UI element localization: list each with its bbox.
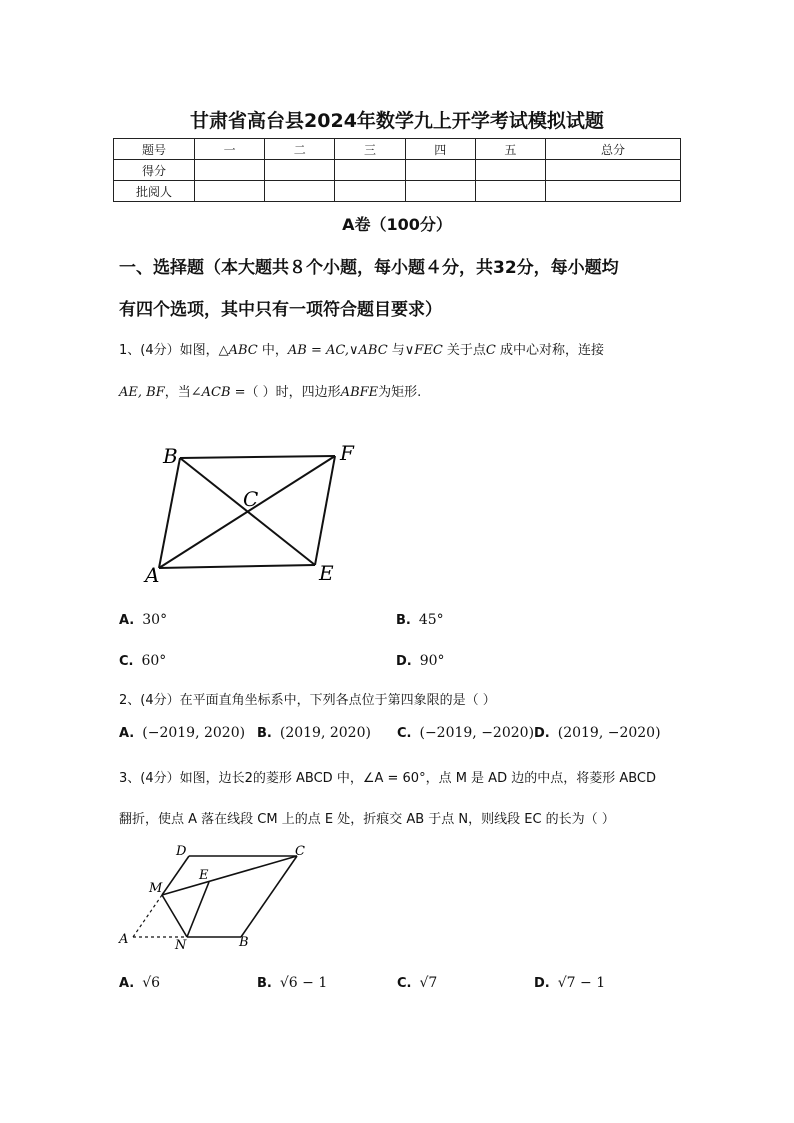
option-letter: C.	[119, 654, 134, 669]
q1-quadrilateral: ABFE	[340, 385, 379, 400]
score-header-cell: 题号	[114, 139, 195, 160]
option-value: (2019, −2020)	[557, 725, 661, 741]
part1-heading-line2: 有四个选项，其中只有一项符合题目要求）	[119, 300, 442, 320]
label-a: A	[145, 563, 160, 587]
q2-option-c[interactable]	[397, 725, 534, 741]
score-table	[113, 138, 681, 202]
option-value: (2019, 2020)	[279, 725, 371, 741]
q1-text: 为矩形.	[378, 385, 422, 400]
q2-text: 2、(4分）在平面直角坐标系中，下列各点位于第四象限的是（ ）	[119, 693, 496, 708]
option-letter: D.	[534, 976, 550, 991]
q1-text: ，当	[164, 385, 191, 400]
label-b: B	[163, 444, 178, 468]
score-table-row	[114, 181, 681, 202]
score-cell	[335, 160, 405, 181]
q1-option-a[interactable]	[119, 612, 167, 628]
q1-prefix: 1、(4分）如图，	[119, 343, 219, 358]
q1-figure	[135, 435, 375, 595]
score-row-label: 得分	[114, 160, 195, 181]
option-value: (−2019, −2020)	[419, 725, 535, 741]
q1-text: 中，	[257, 343, 288, 358]
page-title: 甘肃省高台县2024年数学九上开学考试模拟试题	[190, 110, 604, 132]
option-value: √7 − 1	[557, 975, 606, 991]
segment-mc	[162, 856, 297, 895]
label-c: C	[243, 487, 259, 511]
option-letter: B.	[257, 726, 272, 741]
score-table-header-row	[114, 139, 681, 160]
q3-option-c[interactable]	[397, 975, 437, 991]
part1-heading-line1: 一、选择题（本大题共８个小题，每小题４分，共32分，每小题均	[119, 258, 619, 278]
dashed-segment-ma	[133, 895, 162, 937]
option-value: 45°	[418, 612, 444, 628]
q1-line1	[119, 339, 689, 358]
segment-mn	[162, 895, 187, 937]
option-letter: B.	[257, 976, 272, 991]
option-letter: D.	[534, 726, 550, 741]
label-f: F	[340, 441, 354, 465]
score-header-cell: 总分	[546, 139, 681, 160]
q1-option-b[interactable]	[396, 612, 444, 628]
q1-text: 关于点	[442, 343, 486, 358]
option-value: √6 − 1	[279, 975, 328, 991]
label-b: B	[239, 935, 249, 950]
q1-condition: AB = AC,∨ABC	[287, 343, 388, 358]
segment-bf	[180, 456, 335, 458]
q2-option-a[interactable]	[119, 725, 245, 741]
option-value: √6	[142, 975, 161, 991]
score-row-label: 批阅人	[114, 181, 195, 202]
label-a: A	[119, 932, 129, 947]
q3-line1: 3、(4分）如图，边长2的菱形 ABCD 中，∠A = 60°，点 M 是 AD 边的中点，将菱形 ABCD	[119, 771, 657, 786]
q1-line2	[119, 381, 689, 400]
q2-option-d[interactable]	[534, 725, 661, 741]
option-letter: A.	[119, 976, 135, 991]
section-a-title: A卷（100分）	[342, 215, 452, 234]
score-cell	[335, 181, 405, 202]
segment-en	[187, 882, 209, 937]
score-cell	[405, 181, 475, 202]
option-value: 30°	[142, 612, 168, 628]
score-cell	[475, 181, 545, 202]
q3-figure	[115, 840, 325, 955]
q1-option-c[interactable]	[119, 653, 166, 669]
label-c: C	[295, 844, 305, 859]
score-cell	[546, 160, 681, 181]
score-cell	[265, 160, 335, 181]
score-header-cell: 一	[195, 139, 265, 160]
q3-line2: 翻折，使点 A 落在线段 CM 上的点 E 处，折痕交 AB 于点 N，则线段 EC 的长为（ ）	[119, 812, 615, 827]
q1-text: 成中心对称，连接	[495, 343, 605, 358]
score-table-row	[114, 160, 681, 181]
score-cell	[405, 160, 475, 181]
option-value: √7	[419, 975, 438, 991]
score-header-cell: 三	[335, 139, 405, 160]
score-header-cell: 二	[265, 139, 335, 160]
q2-option-b[interactable]	[257, 725, 371, 741]
option-letter: C.	[397, 976, 412, 991]
segment-af	[159, 456, 335, 568]
option-letter: A.	[119, 613, 135, 628]
score-cell	[195, 160, 265, 181]
q1-option-d[interactable]	[396, 653, 445, 669]
q3-option-b[interactable]	[257, 975, 327, 991]
option-letter: C.	[397, 726, 412, 741]
q1-angle: ∠ACB =	[190, 385, 246, 400]
segment-ba	[159, 458, 180, 568]
option-letter: A.	[119, 726, 135, 741]
score-cell	[265, 181, 335, 202]
option-value: (−2019, 2020)	[142, 725, 246, 741]
segment-fe	[315, 456, 335, 565]
q1-text: 与	[387, 343, 405, 358]
option-letter: B.	[396, 613, 411, 628]
q1-point-c: C	[485, 343, 496, 358]
option-value: 60°	[141, 653, 167, 669]
q1-segments: AE, BF	[119, 385, 165, 400]
score-cell	[475, 160, 545, 181]
score-header-cell: 五	[475, 139, 545, 160]
score-cell	[195, 181, 265, 202]
q3-option-d[interactable]	[534, 975, 605, 991]
q1-text: （ ）时，四边形	[245, 385, 341, 400]
segment-cb	[241, 856, 297, 937]
q3-option-a[interactable]	[119, 975, 160, 991]
option-letter: D.	[396, 654, 412, 669]
label-m: M	[149, 881, 163, 896]
q1-triangle-fec: ∨FEC	[404, 343, 443, 358]
label-d: D	[176, 844, 187, 859]
option-value: 90°	[419, 653, 445, 669]
q1-triangle-abc: △ABC	[218, 343, 258, 358]
score-cell	[546, 181, 681, 202]
label-e: E	[319, 561, 334, 585]
label-e: E	[199, 868, 209, 883]
score-header-cell: 四	[405, 139, 475, 160]
label-n: N	[175, 938, 187, 953]
segment-ae	[159, 565, 315, 568]
